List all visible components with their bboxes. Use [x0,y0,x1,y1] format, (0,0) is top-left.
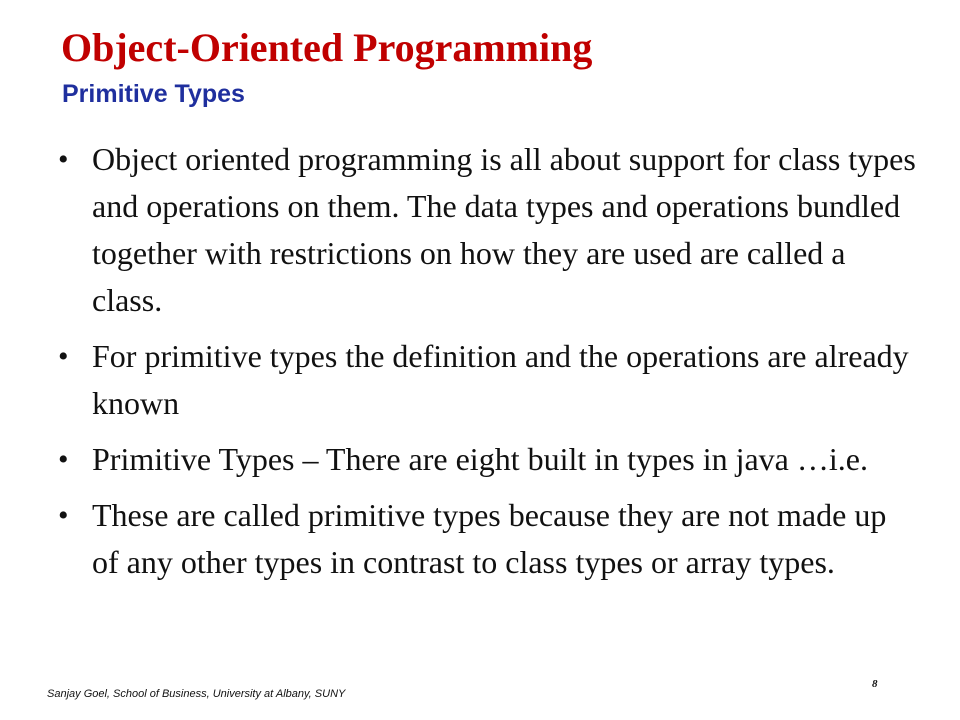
bullet-icon: • [58,340,69,373]
bullet-item [56,136,916,324]
bullet-text: Primitive Types – There are eight built in types in java …i.e. [92,441,868,477]
bullet-list [56,136,916,595]
bullet-item [56,436,916,483]
bullet-item [56,492,916,586]
bullet-text: Object oriented programming is all about support for class types and operations on them. The data types and operations bundled together with restrictions on how they are used are called a class. [92,141,916,318]
bullet-icon: • [58,499,69,532]
bullet-icon: • [58,443,69,476]
bullet-text: These are called primitive types because they are not made up of any other types in contrast to class types or array types. [92,497,887,580]
bullet-icon: • [58,143,69,176]
slide-title: Object-Oriented Programming [61,25,593,70]
slide-subtitle: Primitive Types [62,80,245,108]
bullet-text: For primitive types the definition and the operations are already known [92,338,909,421]
footer-credit: Sanjay Goel, School of Business, University at Albany, SUNY [47,688,346,700]
bullet-item [56,333,916,427]
page-number: 8 [872,678,878,690]
